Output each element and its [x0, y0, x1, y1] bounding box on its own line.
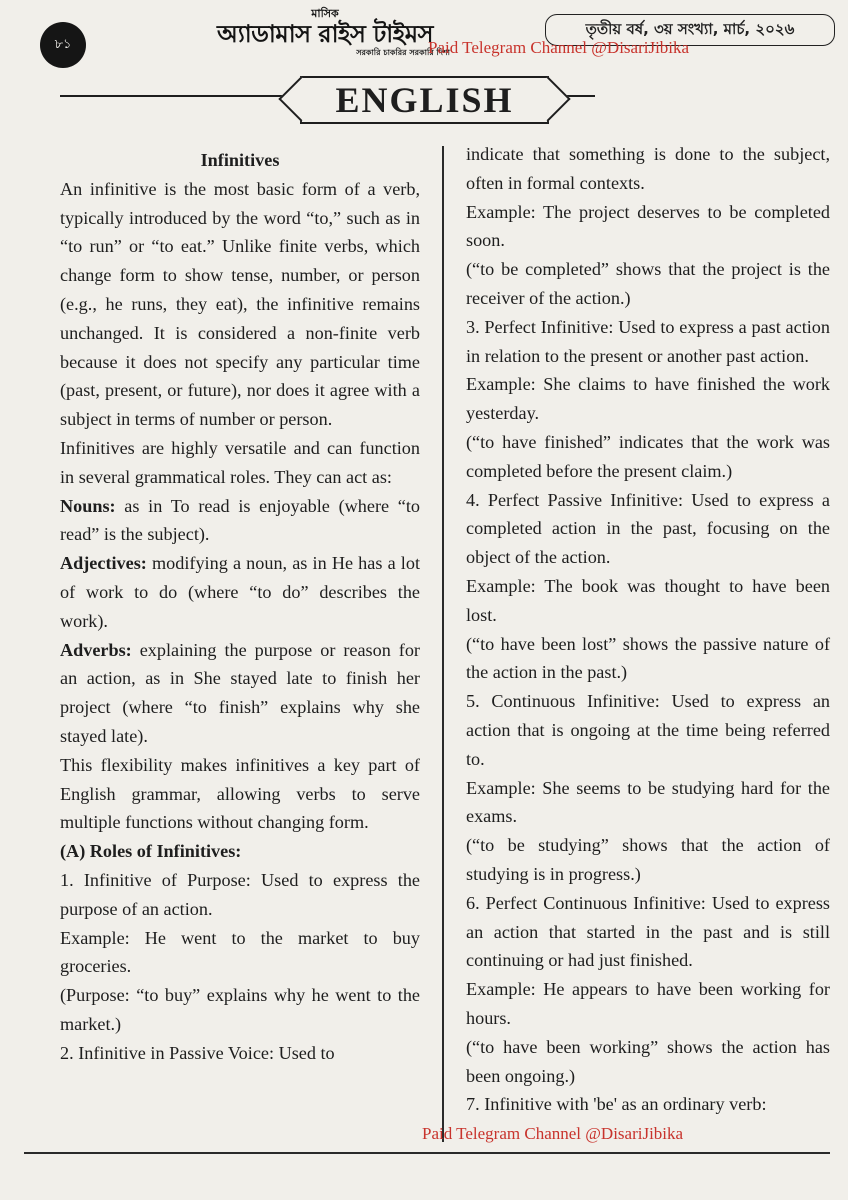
column-divider: [442, 146, 444, 1142]
item-3-definition: 3. Perfect Infinitive: Used to express a past action in relation to the present or another past action.: [466, 316, 830, 366]
masthead: [200, 8, 450, 58]
item-3-note: (“to have finished” indicates that the work was completed before the present claim.): [466, 431, 830, 481]
summary-paragraph: This flexibility makes infinitives a key part of English grammar, allowing verbs to serve multiple functions without changing form.: [60, 754, 420, 833]
roles-intro: Infinitives are highly versatile and can function in several grammatical roles. They can act as:: [60, 437, 420, 487]
item-2-continued: indicate that something is done to the subject, often in formal contexts.: [466, 144, 830, 193]
watermark-top: Paid Telegram Channel @DisariJibika: [428, 38, 690, 57]
item-2-example: Example: The project deserves to be completed soon.: [466, 201, 830, 251]
item-5-note: (“to be studying” shows that the action of studying is in progress.): [466, 835, 830, 884]
role-adjectives: [60, 549, 420, 635]
banner-rule-left: [60, 95, 300, 97]
item-5-definition: 5. Continuous Infinitive: Used to express an action that is ongoing at the time being referred to.: [466, 691, 830, 769]
roles-subheading: (A) Roles of Infinitives:: [60, 841, 242, 862]
role-nouns: [60, 492, 420, 550]
masthead-tagline: সরকারি চাকরির সরকারি দিশা: [356, 48, 450, 57]
right-column: [466, 140, 830, 1119]
item-4-definition: 4. Perfect Passive Infinitive: Used to express a completed action in the past, focusing on the object of the action.: [466, 489, 830, 568]
item-1-example: Example: He went to the market to buy groceries.: [60, 927, 420, 977]
item-4-example: Example: The book was thought to have been lost.: [466, 575, 830, 625]
bottom-rule: [24, 1152, 830, 1154]
watermark-bottom: Paid Telegram Channel @DisariJibika: [422, 1124, 684, 1143]
item-3-example: Example: She claims to have finished the work yesterday.: [466, 374, 830, 424]
item-1-definition: 1. Infinitive of Purpose: Used to express the purpose of an action.: [60, 869, 420, 919]
item-6-example: Example: He appears to have been working for hours.: [466, 979, 830, 1028]
intro-paragraph: An infinitive is the most basic form of a verb, typically introduced by the word “to,” such as in “to run” or “to eat.” Unlike finite verbs, which change form to show tense, number, or person (e.g., he runs, they eat), the infinitive remains unchanged. It is considered a non-finite verb because it does not specify any particular time (past, present, or future), nor does it agree with a subject in terms of number or person.: [60, 178, 420, 430]
item-6-note: (“to have been working” shows the action has been ongoing.): [466, 1036, 830, 1086]
role-text: explaining the purpose or reason for an action, as in She stayed late to finish her project (where “to finish” explains why she stayed late).: [60, 639, 420, 746]
item-1-note: (Purpose: “to buy” explains why he went to the market.): [60, 985, 420, 1034]
section-title: ENGLISH: [335, 80, 514, 120]
item-7-definition: 7. Infinitive with 'be' as an ordinary verb:: [466, 1094, 767, 1115]
role-term: Adjectives:: [60, 553, 147, 574]
item-2-note: (“to be completed” shows that the project is the receiver of the action.): [466, 259, 830, 308]
article-heading: Infinitives: [200, 150, 280, 170]
item-6-definition: 6. Perfect Continuous Infinitive: Used to express an action that started in the past and is still continuing or had just finished.: [466, 892, 830, 971]
masthead-small: মাসিক: [311, 7, 339, 20]
page-number: ৮১: [40, 22, 86, 68]
masthead-title: অ্যাডামাস রাইস টাইমস: [217, 20, 433, 48]
left-column: [60, 146, 420, 1068]
section-banner: [300, 76, 549, 124]
role-term: Nouns:: [60, 495, 116, 516]
role-text: as in To read is enjoyable (where “to read” is the subject).: [60, 495, 420, 545]
role-adverbs: [60, 636, 420, 751]
item-5-example: Example: She seems to be studying hard for the exams.: [466, 777, 830, 827]
item-2-definition: 2. Infinitive in Passive Voice: Used to: [60, 1042, 335, 1063]
issue-info: তৃতীয় বর্ষ, ৩য় সংখ্যা, মার্চ, ২০২৬: [545, 14, 835, 46]
role-text: modifying a noun, as in He has a lot of work to do (where “to do” describes the work).: [60, 553, 420, 631]
role-term: Adverbs:: [60, 639, 132, 660]
item-4-note: (“to have been lost” shows the passive nature of the action in the past.): [466, 633, 830, 683]
